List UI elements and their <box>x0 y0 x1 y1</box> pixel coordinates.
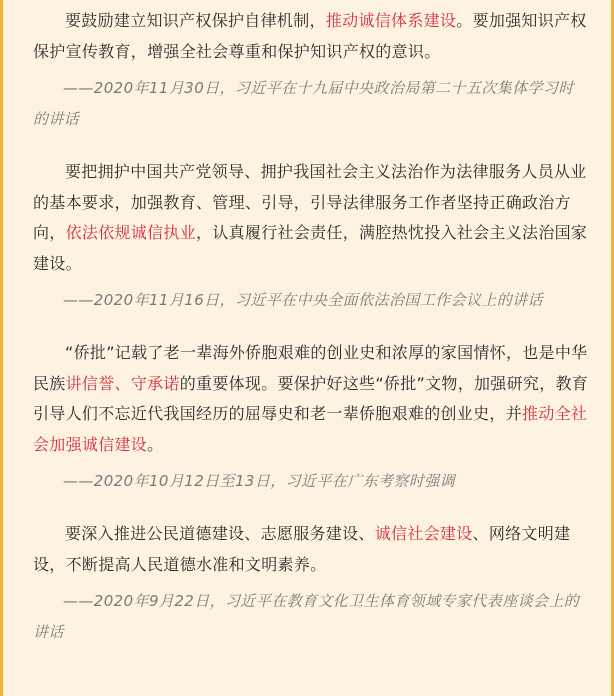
quote-highlight: 讲信誉、守承诺 <box>65 373 180 393</box>
quote-text-segment: 要深入推进公民道德建设、志愿服务建设、 <box>65 524 375 543</box>
quote-text-segment: 。要加强知识产权保护宣传教育，增强全社会尊重和保护知识产权的意识。 <box>33 11 587 61</box>
quote-highlight: 诚信社会建设 <box>374 524 473 543</box>
quote-text-segment: 要鼓励建立知识产权保护自律机制， <box>65 11 326 30</box>
quote-text-1 <box>33 6 589 67</box>
quote-text-segment: 要把拥护中国共产党领导、拥护我国社会主义法治作为法律服务人员从业的基本要求，加强教育、管理、引导，引导法律服务工作者坚持正确政治方向， <box>33 162 587 242</box>
quote-block-3 <box>33 338 589 497</box>
article-content <box>33 6 589 648</box>
quote-source-3: ——2020年10月12日至13日，习近平在广东考察时强调 <box>63 472 456 490</box>
quote-text-segment: ，认真履行社会责任，满腔热忱投入社会主义法治国家建设。 <box>33 223 588 273</box>
quote-text-2 <box>33 157 589 279</box>
quote-block-4 <box>33 519 589 648</box>
quote-highlight: 依法依规诚信执业 <box>65 223 197 242</box>
quote-text-3 <box>33 338 589 460</box>
quote-source-1: ——2020年11月30日，习近平在十九届中央政治局第二十五次集体学习时的讲话 <box>33 79 574 128</box>
quote-highlight: 推动全社会加强诚信建设 <box>33 404 588 454</box>
quote-text-segment: 、网络文明建设，不断提高人民道德水准和文明素养。 <box>33 524 571 574</box>
quote-highlight: 推动诚信体系建设 <box>325 11 457 30</box>
quote-text-segment: “侨批”记载了老一辈海外侨胞艰难的创业史和浓厚的家国情怀，也是中华民族 <box>33 343 588 393</box>
quote-source-2: ——2020年11月16日，习近平在中央全面依法治国工作会议上的讲话 <box>63 291 543 309</box>
quote-source-4: ——2020年9月22日，习近平在教育文化卫生体育领域专家代表座谈会上的讲话 <box>33 592 580 641</box>
quote-block-1 <box>33 6 589 135</box>
quote-block-2 <box>33 157 589 316</box>
quote-text-4 <box>33 519 589 580</box>
quote-text-segment: 的重要体现。要保护好这些“侨批”文物，加强研究，教育引导人们不忘近代我国经历的屈辱史和老一辈侨胞艰难的创业史，并 <box>33 373 589 423</box>
quote-text-segment: 。 <box>147 434 164 454</box>
